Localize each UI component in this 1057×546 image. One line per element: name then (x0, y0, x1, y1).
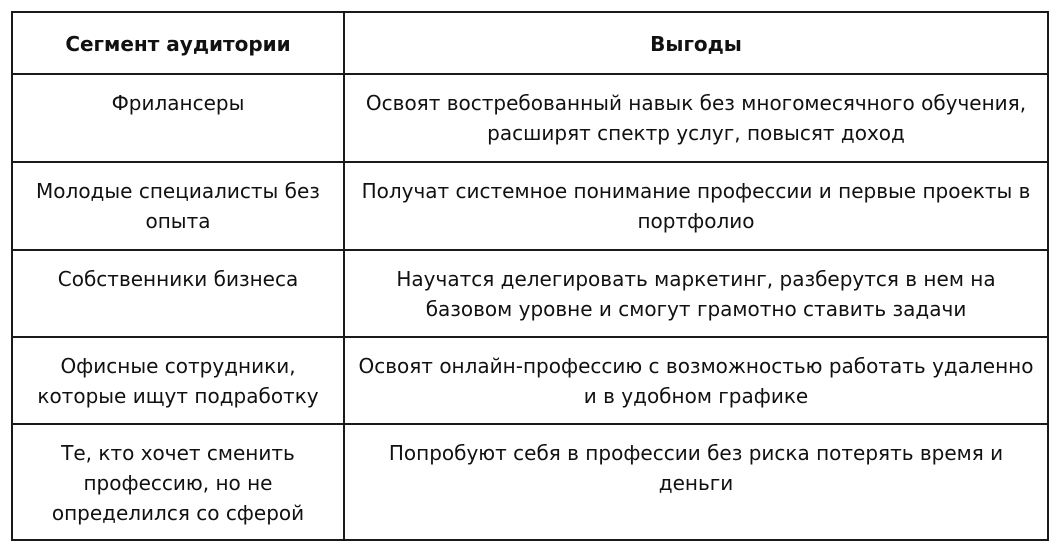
table-row (12, 74, 1048, 162)
segment-cell: Собственники бизнеса (12, 250, 344, 337)
benefit-cell: Получат системное понимание профессии и первые проекты в портфолио (344, 162, 1048, 250)
audience-benefits-table (11, 11, 1049, 541)
benefit-cell: Освоят онлайн-профессию с возможностью работать удаленно и в удобном графике (344, 337, 1048, 424)
segment-cell: Те, кто хочет сменить профессию, но не определился со сферой (12, 424, 344, 540)
segment-cell: Офисные сотрудники, которые ищут подработку (12, 337, 344, 424)
table-header (12, 12, 1048, 74)
benefit-cell: Научатся делегировать маркетинг, разберутся в нем на базовом уровне и смогут грамотно ставить задачи (344, 250, 1048, 337)
header-row (12, 12, 1048, 74)
benefit-cell: Попробуют себя в профессии без риска потерять время и деньги (344, 424, 1048, 540)
table-row (12, 337, 1048, 424)
table-body (12, 74, 1048, 540)
table-row (12, 162, 1048, 250)
table-row (12, 250, 1048, 337)
segment-cell: Молодые специалисты без опыта (12, 162, 344, 250)
header-benefits: Выгоды (344, 12, 1048, 74)
segment-cell: Фрилансеры (12, 74, 344, 162)
table-row (12, 424, 1048, 540)
header-segment: Сегмент аудитории (12, 12, 344, 74)
benefit-cell: Освоят востребованный навык без многомесячного обучения, расширят спектр услуг, повысят доход (344, 74, 1048, 162)
